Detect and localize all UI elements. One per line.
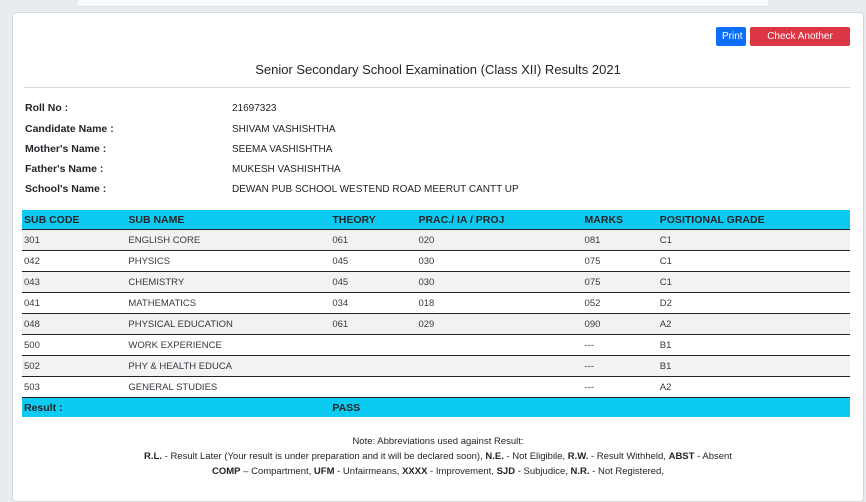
check-another-result-button[interactable]: Check Another Result	[750, 27, 850, 46]
marks-table	[22, 210, 850, 417]
prac-cell: 020	[416, 230, 582, 251]
theory-cell: 045	[330, 251, 416, 272]
prac-cell	[416, 335, 582, 356]
info-value: MUKESH VASHISHTHA	[232, 164, 341, 175]
grade-cell: B1	[658, 335, 850, 356]
marks-cell: 090	[583, 314, 658, 335]
prac-cell: 018	[416, 293, 582, 314]
marks-cell: ---	[583, 356, 658, 377]
marks-cell: 075	[583, 272, 658, 293]
sub-code-cell: 301	[22, 230, 126, 251]
sub-code-cell: 503	[22, 377, 126, 398]
table-row	[22, 230, 850, 251]
marks-cell: ---	[583, 335, 658, 356]
abbrev-desc: - Not Eligibile,	[503, 451, 568, 462]
abbrev-desc: - Subjudice,	[515, 466, 571, 477]
sub-name-cell: PHY & HEALTH EDUCA	[126, 356, 330, 377]
result-value: PASS	[330, 398, 850, 418]
sub-code-cell: 041	[22, 293, 126, 314]
table-row	[22, 293, 850, 314]
header-grade: POSITIONAL GRADE	[658, 210, 850, 230]
abbrev-key: COMP	[212, 466, 241, 477]
print-button[interactable]: Print	[716, 27, 746, 46]
table-row	[22, 251, 850, 272]
top-strip-bar	[78, 0, 768, 7]
abbrev-key: UFM	[313, 466, 335, 477]
grade-cell: B1	[658, 356, 850, 377]
abbrev-desc: - Absent	[694, 451, 732, 462]
prac-cell	[416, 356, 582, 377]
theory-cell: 061	[330, 314, 416, 335]
abbrev-key: R.W.	[567, 451, 589, 462]
sub-code-cell: 048	[22, 314, 126, 335]
note-line-1	[12, 451, 864, 462]
sub-name-cell: MATHEMATICS	[126, 293, 330, 314]
marks-cell: ---	[583, 377, 658, 398]
sub-name-cell: CHEMISTRY	[126, 272, 330, 293]
abbrev-desc: - Unfairmeans,	[334, 466, 403, 477]
abbrev-key: N.E.	[485, 451, 504, 462]
table-row	[22, 356, 850, 377]
info-label: Roll No :	[25, 102, 69, 114]
note-line-2	[12, 466, 864, 477]
result-label: Result :	[22, 398, 330, 418]
table-row	[22, 377, 850, 398]
table-header-row	[22, 210, 850, 230]
sub-name-cell: PHYSICS	[126, 251, 330, 272]
header-sub-name: SUB NAME	[126, 210, 330, 230]
sub-code-cell: 043	[22, 272, 126, 293]
prac-cell: 030	[416, 251, 582, 272]
grade-cell: A2	[658, 377, 850, 398]
abbrev-key: XXXX	[402, 466, 428, 477]
theory-cell	[330, 335, 416, 356]
abbrev-desc: – Compartment,	[240, 466, 314, 477]
marks-cell: 052	[583, 293, 658, 314]
note-heading: Note: Abbreviations used against Result:	[352, 436, 524, 447]
info-value: SEEMA VASHISHTHA	[232, 144, 333, 155]
table-body	[22, 230, 850, 418]
sub-name-cell: ENGLISH CORE	[126, 230, 330, 251]
sub-name-cell: GENERAL STUDIES	[126, 377, 330, 398]
prac-cell: 030	[416, 272, 582, 293]
marks-cell: 075	[583, 251, 658, 272]
table-row	[22, 272, 850, 293]
header-theory: THEORY	[330, 210, 416, 230]
table-row	[22, 335, 850, 356]
sub-code-cell: 502	[22, 356, 126, 377]
theory-cell	[330, 356, 416, 377]
title-divider	[24, 87, 850, 88]
info-label: Mother's Name :	[25, 143, 107, 155]
browser-top-strip	[0, 0, 866, 10]
prac-cell: 029	[416, 314, 582, 335]
abbrev-key: N.R.	[570, 466, 590, 477]
theory-cell: 034	[330, 293, 416, 314]
grade-cell: C1	[658, 272, 850, 293]
sub-name-cell: PHYSICAL EDUCATION	[126, 314, 330, 335]
result-row	[22, 398, 850, 418]
sub-name-cell: WORK EXPERIENCE	[126, 335, 330, 356]
grade-cell: C1	[658, 230, 850, 251]
info-label: Candidate Name :	[25, 123, 114, 135]
info-value: DEWAN PUB SCHOOL WESTEND ROAD MEERUT CANTT UP	[232, 184, 519, 195]
grade-cell: A2	[658, 314, 850, 335]
info-label: Father's Name :	[25, 163, 104, 175]
abbrev-key: ABST	[668, 451, 695, 462]
sub-code-cell: 500	[22, 335, 126, 356]
abbrev-key: R.L.	[144, 451, 162, 462]
info-value: SHIVAM VASHISHTHA	[232, 124, 336, 135]
marks-cell: 081	[583, 230, 658, 251]
theory-cell	[330, 377, 416, 398]
header-sub-code: SUB CODE	[22, 210, 126, 230]
prac-cell	[416, 377, 582, 398]
grade-cell: C1	[658, 251, 850, 272]
abbrev-desc: - Result Withheld,	[588, 451, 669, 462]
header-prac: PRAC./ IA / PROJ	[416, 210, 582, 230]
table-row	[22, 314, 850, 335]
abbrev-desc: - Improvement,	[427, 466, 497, 477]
theory-cell: 061	[330, 230, 416, 251]
header-marks: MARKS	[583, 210, 658, 230]
theory-cell: 045	[330, 272, 416, 293]
page-title: Senior Secondary School Examination (Class XII) Results 2021	[255, 62, 621, 77]
abbrev-desc: - Result Later (Your result is under preparation and it will be declared soon),	[162, 451, 486, 462]
abbrev-desc: - Not Registered,	[589, 466, 664, 477]
abbrev-key: SJD	[496, 466, 516, 477]
info-label: School's Name :	[25, 183, 107, 195]
info-value: 21697323	[232, 103, 277, 114]
sub-code-cell: 042	[22, 251, 126, 272]
grade-cell: D2	[658, 293, 850, 314]
